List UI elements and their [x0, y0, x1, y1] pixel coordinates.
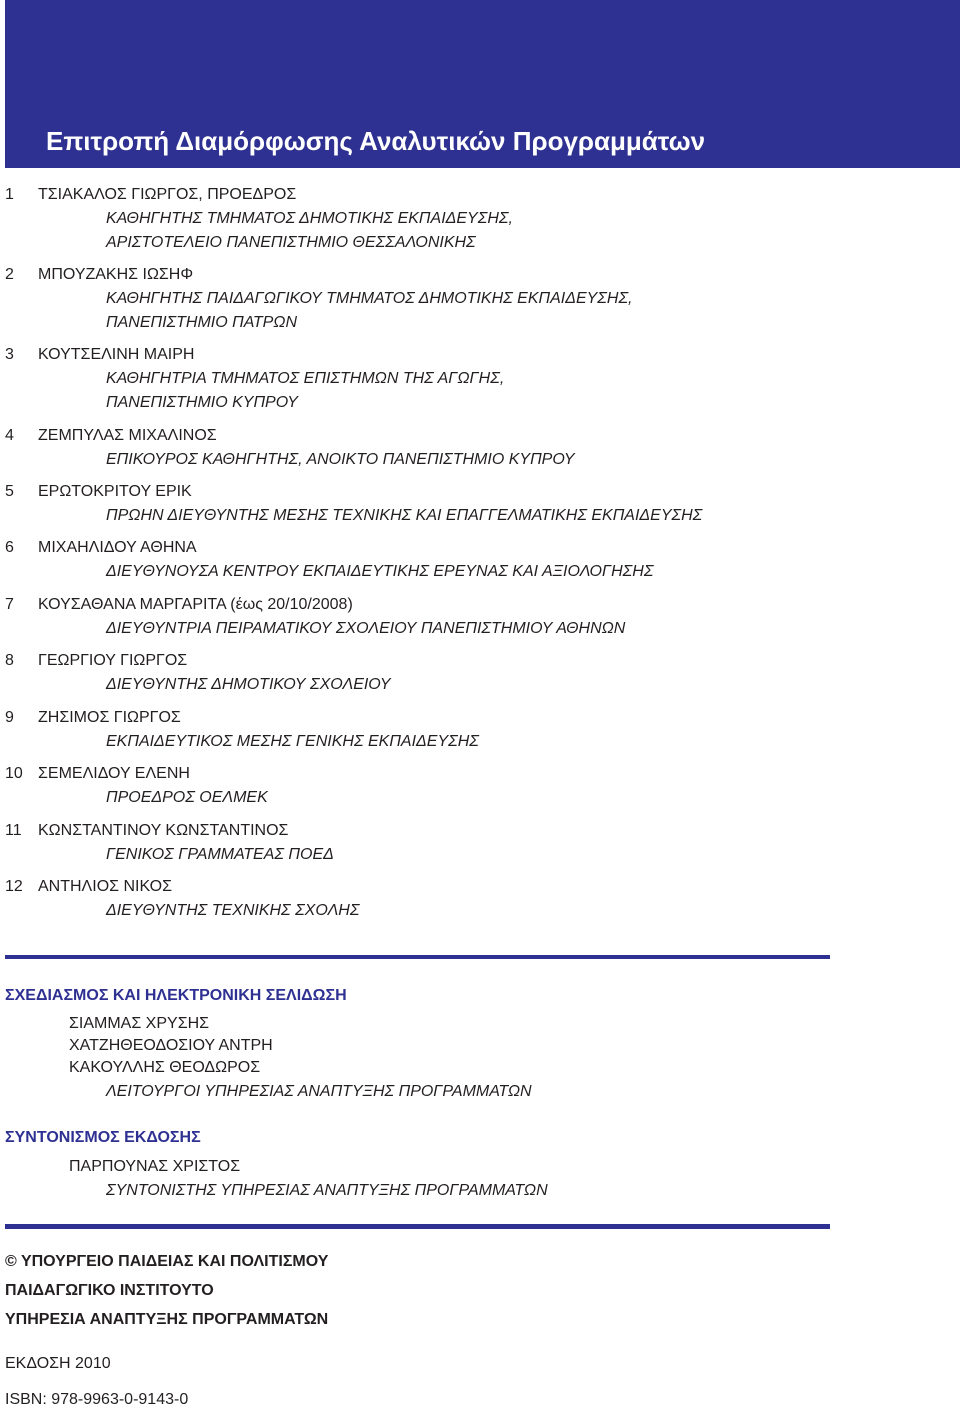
member-name: ΖΗΣΙΜΟΣ ΓΙΩΡΓΟΣ [38, 709, 181, 726]
member-number: 6 [5, 539, 14, 556]
member-role: ΓΕΝΙΚΟΣ ΓΡΑΜΜΑΤΕΑΣ ΠΟΕΔ [106, 846, 334, 863]
member-role: ΠΡΟΕΔΡΟΣ ΟΕΛΜΕΚ [106, 789, 268, 806]
member-number: 12 [5, 878, 23, 895]
coordination-role: ΣΥΝΤΟΝΙΣΤΗΣ ΥΠΗΡΕΣΙΑΣ ΑΝΑΠΤΥΞΗΣ ΠΡΟΓΡΑΜΜΑΤΩΝ [106, 1182, 548, 1199]
member-role: ΔΙΕΥΘΥΝΤΡΙΑ ΠΕΙΡΑΜΑΤΙΚΟΥ ΣΧΟΛΕΙΟΥ ΠΑΝΕΠΙΣΤΗΜΙΟΥ ΑΘΗΝΩΝ [106, 620, 626, 637]
member-number: 2 [5, 266, 14, 283]
member-name: ΓΕΩΡΓΙΟΥ ΓΙΩΡΓΟΣ [38, 652, 188, 669]
member-name: ΜΠΟΥΖΑΚΗΣ ΙΩΣΗΦ [38, 266, 194, 283]
design-heading: ΣΧΕΔΙΑΣΜΟΣ ΚΑΙ ΗΛΕΚΤΡΟΝΙΚΗ ΣΕΛΙΔΩΣΗ [5, 987, 347, 1004]
page-title: Επιτροπή Διαμόρφωσης Αναλυτικών Προγραμμάτων [46, 126, 706, 156]
member-name: ΣΕΜΕΛΙΔΟΥ ΕΛΕΝΗ [38, 765, 190, 782]
member-role: ΠΑΝΕΠΙΣΤΗΜΙΟ ΠΑΤΡΩΝ [106, 314, 297, 331]
member-number: 11 [5, 822, 22, 839]
institute-line: ΠΑΙΔΑΓΩΓΙΚΟ ΙΝΣΤΙΤΟΥΤΟ [5, 1282, 214, 1299]
design-person: ΚΑΚΟΥΛΛΗΣ ΘΕΟΔΩΡΟΣ [69, 1059, 261, 1076]
member-role: ΔΙΕΥΘΥΝΟΥΣΑ ΚΕΝΤΡΟΥ ΕΚΠΑΙΔΕΥΤΙΚΗΣ ΕΡΕΥΝΑΣ ΚΑΙ ΑΞΙΟΛΟΓΗΣΗΣ [106, 563, 654, 580]
member-role: ΚΑΘΗΓΗΤΗΣ ΤΜΗΜΑΤΟΣ ΔΗΜΟΤΙΚΗΣ ΕΚΠΑΙΔΕΥΣΗΣ, [106, 210, 513, 227]
member-number: 5 [5, 483, 14, 500]
member-role: ΕΠΙΚΟΥΡΟΣ ΚΑΘΗΓΗΤΗΣ, ΑΝΟΙΚΤΟ ΠΑΝΕΠΙΣΤΗΜΙΟ ΚΥΠΡΟΥ [106, 451, 575, 468]
edition-line: ΕΚΔΟΣΗ 2010 [5, 1355, 111, 1372]
member-number: 8 [5, 652, 14, 669]
ministry-line: © ΥΠΟΥΡΓΕΙΟ ΠΑΙΔΕΙΑΣ ΚΑΙ ΠΟΛΙΤΙΣΜΟΥ [5, 1253, 329, 1270]
member-name: ΚΟΥΣΑΘΑΝΑ ΜΑΡΓΑΡΙΤΑ (έως 20/10/2008) [38, 596, 353, 613]
member-name: ΑΝΤΗΛΙΟΣ ΝΙΚΟΣ [38, 878, 172, 895]
member-name: ΚΟΥΤΣΕΛΙΝΗ ΜΑΙΡΗ [38, 346, 195, 363]
design-person: ΧΑΤΖΗΘΕΟΔΟΣΙΟΥ ΑΝΤΡΗ [69, 1037, 273, 1054]
member-number: 10 [5, 765, 23, 782]
coordination-person: ΠΑΡΠΟΥΝΑΣ ΧΡΙΣΤΟΣ [69, 1158, 241, 1175]
member-role: ΠΑΝΕΠΙΣΤΗΜΙΟ ΚΥΠΡΟΥ [106, 394, 298, 411]
member-number: 4 [5, 427, 14, 444]
member-number: 3 [5, 346, 14, 363]
isbn-line: ISBN: 978-9963-0-9143-0 [5, 1391, 189, 1408]
member-number: 7 [5, 596, 14, 613]
member-role: ΚΑΘΗΓΗΤΗΣ ΠΑΙΔΑΓΩΓΙΚΟΥ ΤΜΗΜΑΤΟΣ ΔΗΜΟΤΙΚΗΣ ΕΚΠΑΙΔΕΥΣΗΣ, [106, 290, 633, 307]
member-number: 1 [5, 186, 14, 203]
member-name: ΖΕΜΠΥΛΑΣ ΜΙΧΑΛΙΝΟΣ [38, 427, 217, 444]
divider-rule [5, 1224, 830, 1229]
member-role: ΑΡΙΣΤΟΤΕΛΕΙΟ ΠΑΝΕΠΙΣΤΗΜΙΟ ΘΕΣΣΑΛΟΝΙΚΗΣ [106, 234, 476, 251]
member-name: ΕΡΩΤΟΚΡΙΤΟΥ ΕΡΙΚ [38, 483, 192, 500]
member-role: ΔΙΕΥΘΥΝΤΗΣ ΤΕΧΝΙΚΗΣ ΣΧΟΛΗΣ [106, 902, 360, 919]
service-line: ΥΠΗΡΕΣΙΑ ΑΝΑΠΤΥΞΗΣ ΠΡΟΓΡΑΜΜΑΤΩΝ [5, 1311, 329, 1328]
member-role: ΔΙΕΥΘΥΝΤΗΣ ΔΗΜΟΤΙΚΟΥ ΣΧΟΛΕΙΟΥ [106, 676, 391, 693]
divider-rule [5, 955, 830, 959]
coordination-heading: ΣΥΝΤΟΝΙΣΜΟΣ ΕΚΔΟΣΗΣ [5, 1129, 201, 1146]
member-number: 9 [5, 709, 14, 726]
member-name: ΤΣΙΑΚΑΛΟΣ ΓΙΩΡΓΟΣ, ΠΡΟΕΔΡΟΣ [38, 186, 297, 203]
design-person: ΣΙΑΜΜΑΣ ΧΡΥΣΗΣ [69, 1015, 210, 1032]
member-role: ΕΚΠΑΙΔΕΥΤΙΚΟΣ ΜΕΣΗΣ ΓΕΝΙΚΗΣ ΕΚΠΑΙΔΕΥΣΗΣ [106, 733, 479, 750]
design-role: ΛΕΙΤΟΥΡΓΟΙ ΥΠΗΡΕΣΙΑΣ ΑΝΑΠΤΥΞΗΣ ΠΡΟΓΡΑΜΜΑΤΩΝ [106, 1083, 532, 1100]
member-name: ΜΙΧΑΗΛΙΔΟΥ ΑΘΗΝΑ [38, 539, 197, 556]
member-role: ΠΡΩΗΝ ΔΙΕΥΘΥΝΤΗΣ ΜΕΣΗΣ ΤΕΧΝΙΚΗΣ ΚΑΙ ΕΠΑΓΓΕΛΜΑΤΙΚΗΣ ΕΚΠΑΙΔΕΥΣΗΣ [106, 507, 703, 524]
member-name: ΚΩΝΣΤΑΝΤΙΝΟΥ ΚΩΝΣΤΑΝΤΙΝΟΣ [38, 822, 289, 839]
member-role: ΚΑΘΗΓΗΤΡΙΑ ΤΜΗΜΑΤΟΣ ΕΠΙΣΤΗΜΩΝ ΤΗΣ ΑΓΩΓΗΣ, [106, 370, 505, 387]
header-banner [5, 0, 960, 168]
